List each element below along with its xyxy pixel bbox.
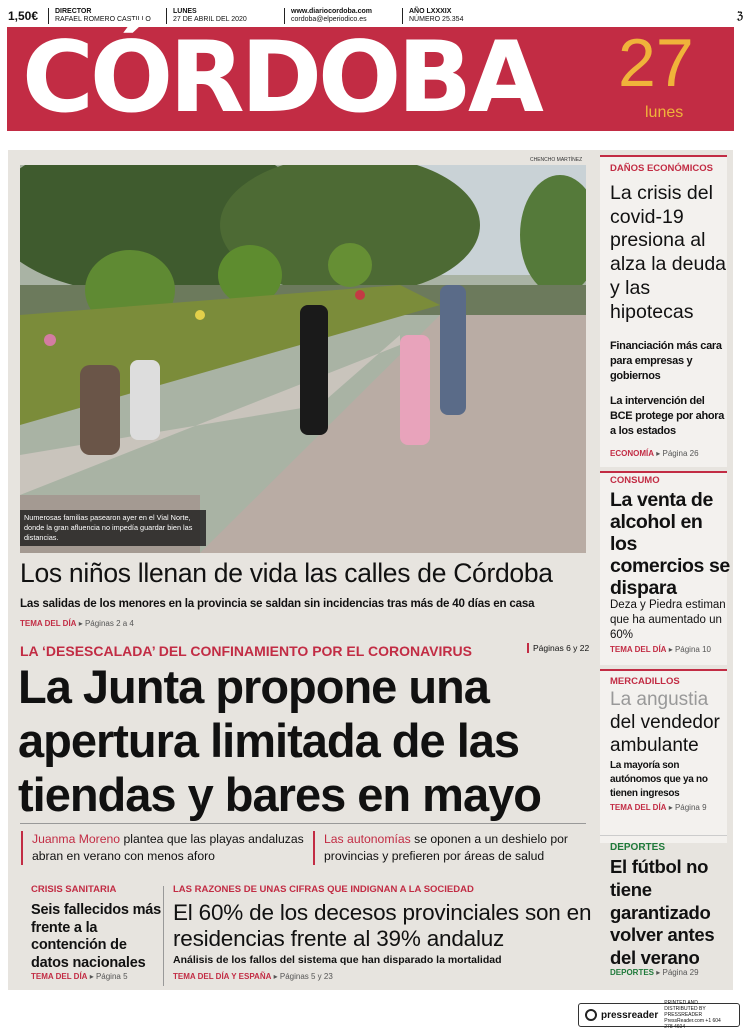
- consumo-page-ref: [610, 645, 711, 654]
- arrow-icon: ▸: [78, 619, 85, 628]
- divider: [20, 823, 586, 824]
- divider: [163, 886, 164, 986]
- section-tag: ECONOMÍA: [610, 449, 654, 458]
- snippet-autonomias: [313, 831, 599, 865]
- masthead-title: CÓRDOBA: [22, 21, 540, 135]
- arrow-icon: ▸: [668, 803, 675, 812]
- arrow-icon: ▸: [89, 972, 96, 981]
- snippet-text: plantea que las playas andaluzas abran en verano con menos aforo: [32, 832, 304, 863]
- economy-kicker: DAÑOS ECONÓMICOS: [610, 163, 713, 174]
- snippet-name: Las autonomías: [324, 832, 411, 846]
- mercadillos-page-ref: [610, 803, 707, 812]
- photo-flower: [355, 290, 365, 300]
- consumo-text: Deza y Piedra estiman que ha aumentado un 60%: [610, 599, 726, 641]
- economy-point-2: La intervención del BCE protege por ahora a los estados: [610, 395, 725, 437]
- page-ref: Páginas 5 y 23: [279, 972, 333, 981]
- photo-headline[interactable]: Los niños llenan de vida las calles de Córdoba: [20, 558, 553, 588]
- photo-person-walking: [300, 305, 328, 435]
- pressreader-small: PRINTED AND DISTRIBUTED BY PRESSREADER PressReader.com +1 604 278 4604: [664, 1000, 721, 1030]
- day-label: LUNES: [173, 8, 197, 15]
- day-number: 27: [618, 25, 694, 101]
- price: 1,50€: [8, 9, 39, 23]
- deportes-page-ref: [610, 968, 699, 977]
- pressreader-icon: [585, 1009, 597, 1021]
- deaths-kicker: LAS RAZONES DE UNAS CIFRAS QUE INDIGNAN A LA SOCIEDAD: [173, 884, 474, 895]
- section-tag: TEMA DEL DÍA: [610, 803, 667, 812]
- arrow-icon: ▸: [668, 645, 675, 654]
- page-ref: Página 26: [662, 449, 699, 458]
- director-label: DIRECTOR: [55, 8, 92, 15]
- photo-person-sitting: [130, 360, 160, 440]
- snippet-moreno: [21, 831, 317, 865]
- arrow-icon: ▸: [273, 972, 280, 981]
- photo-caption: Numerosas familias pasearon ayer en el Vial Norte, donde la gran afluencia no impedía guardar bien las distancias.: [20, 510, 206, 546]
- crisis-kicker: CRISIS SANITARIA: [31, 884, 117, 895]
- deaths-subhead: Análisis de los fallos del sistema que han disparado la mortalidad: [173, 954, 502, 966]
- crisis-page-ref: [31, 972, 128, 981]
- photo-person-walking: [440, 285, 466, 415]
- photo-credit: CHENCHO MARTÍNEZ: [530, 157, 583, 163]
- economy-headline[interactable]: La crisis del covid-19 presiona al alza la deuda y las hipotecas: [610, 182, 727, 323]
- section-tag: TEMA DEL DÍA Y ESPAÑA: [173, 972, 272, 981]
- park-photo: [20, 165, 586, 553]
- page-ref: Página 29: [662, 968, 699, 977]
- page-ref: Páginas 2 a 4: [84, 619, 134, 628]
- date: 27 DE ABRIL DEL 2020: [173, 16, 247, 23]
- issue-number: NÚMERO 25.354: [409, 16, 464, 23]
- headline-rest: del vendedor ambulante: [610, 712, 720, 756]
- photo-bush-3: [328, 243, 372, 287]
- year: AÑO LXXXIX: [409, 8, 452, 15]
- page-ref: Página 9: [674, 803, 707, 812]
- page-ref: Página 10: [674, 645, 711, 654]
- deportes-headline[interactable]: El fútbol no tiene garantizado volver antes del verano: [610, 856, 715, 969]
- arrow-icon: ▸: [656, 968, 663, 977]
- photo-subhead: Las salidas de los menores en la provincia se saldan sin incidencias tras más de 40 días en casa: [20, 597, 535, 610]
- publisher-logo-icon: ℨ: [736, 10, 743, 22]
- arrow-icon: ▸: [656, 449, 663, 458]
- snippet-text: se oponen a un deshielo por provincias y prefieren por áreas de salud: [324, 832, 568, 863]
- deaths-headline[interactable]: El 60% de los decesos provinciales son en residencias frente al 39% andaluz: [173, 900, 592, 951]
- website-link[interactable]: www.diariocordoba.com: [291, 8, 373, 15]
- mercadillos-headline[interactable]: [610, 688, 730, 757]
- economy-point-1: Financiación más cara para empresas y gobiernos: [610, 340, 722, 382]
- photo-page-ref: [20, 619, 134, 628]
- main-page-ref: Páginas 6 y 22: [527, 643, 589, 653]
- headline-highlight: La angustia: [610, 689, 709, 710]
- consumo-headline[interactable]: La venta de alcohol en los comercios se dispara: [610, 489, 730, 599]
- main-headline[interactable]: La Junta propone una apertura limitada de las tiendas y bares en mayo: [18, 660, 541, 821]
- pressreader-brand: pressreader: [601, 1009, 659, 1021]
- director-name: RAFAEL ROMERO CASTILLO: [55, 16, 151, 23]
- main-kicker: LA ‘DESESCALADA’ DEL CONFINAMIENTO POR EL CORONAVIRUS: [20, 643, 472, 659]
- photo-child-stroller: [400, 335, 430, 445]
- email-link[interactable]: cordoba@elperiodico.es: [291, 16, 367, 23]
- economy-page-ref: [610, 449, 699, 458]
- day-name: lunes: [645, 104, 684, 121]
- crisis-headline[interactable]: Seis fallecidos más frente a la contención de datos nacionales: [31, 902, 161, 971]
- consumo-kicker: CONSUMO: [610, 475, 660, 486]
- photo-flower: [44, 334, 56, 346]
- snippet-name: Juanma Moreno: [32, 832, 121, 846]
- section-tag: TEMA DEL DÍA: [610, 645, 667, 654]
- section-tag: TEMA DEL DÍA: [20, 619, 77, 628]
- mercadillos-text: La mayoría son autónomos que ya no tienen ingresos: [610, 760, 708, 799]
- pressreader-badge[interactable]: [578, 1000, 740, 1030]
- mercadillos-kicker: MERCADILLOS: [610, 676, 680, 687]
- section-tag: DEPORTES: [610, 968, 655, 977]
- deaths-page-ref: [173, 972, 333, 981]
- page-ref: Página 5: [95, 972, 128, 981]
- section-tag: TEMA DEL DÍA: [31, 972, 88, 981]
- photo-person-sitting: [80, 365, 120, 455]
- deportes-kicker: DEPORTES: [610, 842, 666, 853]
- photo-flower: [195, 310, 205, 320]
